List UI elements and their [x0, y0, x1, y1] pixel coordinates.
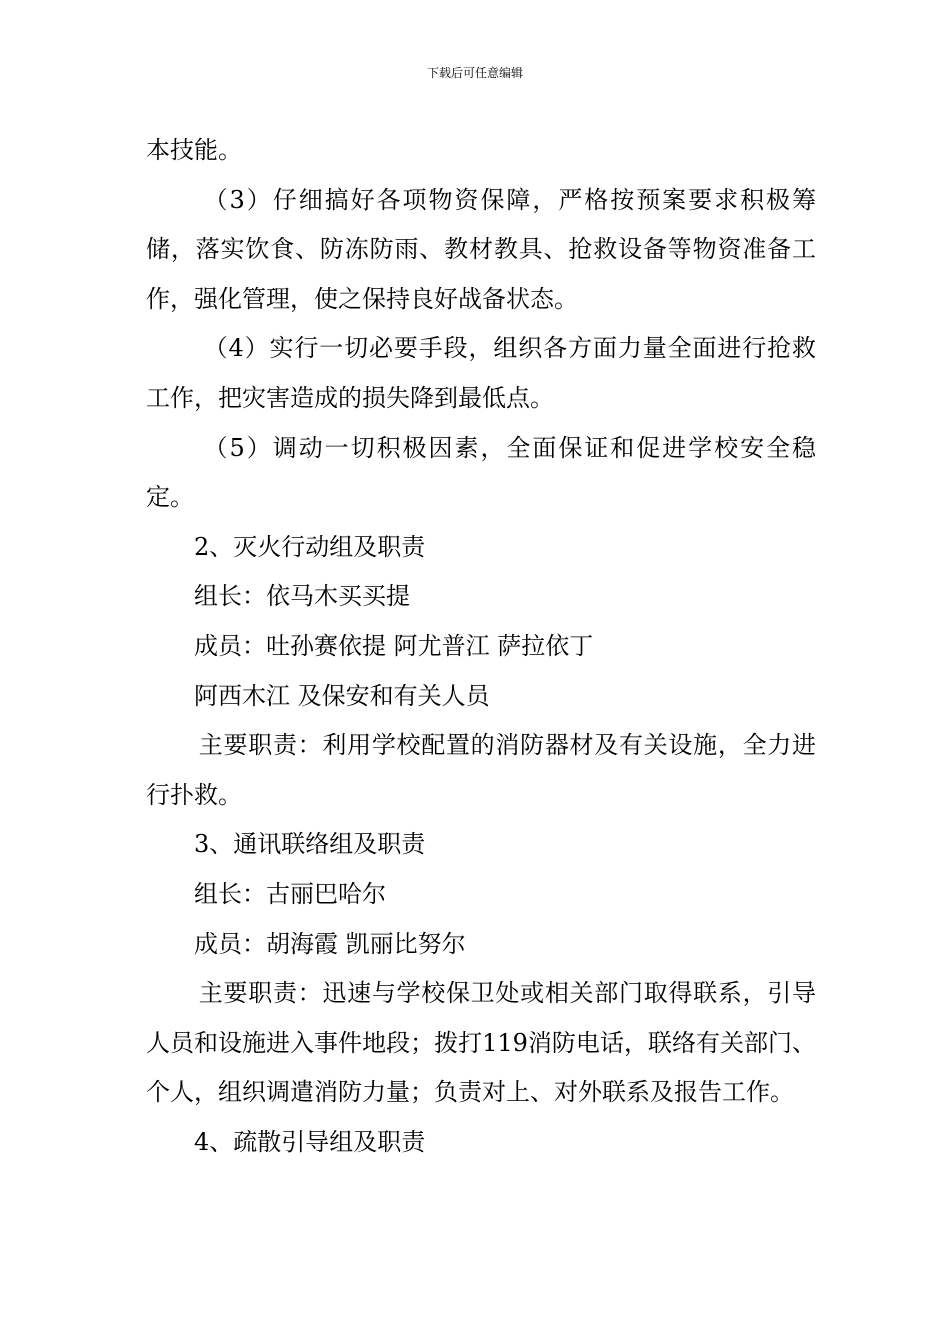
paragraph-item-4: （4）实行一切必要手段，组织各方面力量全面进行抢救工作，把灾害造成的损失降到最低点。: [146, 334, 816, 412]
paragraph-item-5: （5）调动一切积极因素，全面保证和促进学校安全稳定。: [146, 433, 816, 512]
paragraph-continuation: 本技能。: [146, 136, 242, 164]
section-heading-evacuation-team: 4、疏散引导组及职责: [194, 1127, 426, 1156]
comm-team-duties: 主要职责：迅速与学校保卫处或相关部门取得联系，引导人员和设施进入事件地段；拨打119消防电话，联络有关部门、个人，组织调遣消防力量；负责对上、对外联系及报告工作。: [146, 979, 816, 1107]
fire-team-leader: 组长：依马木买买提: [194, 582, 410, 611]
section-heading-fire-team: 2、灭火行动组及职责: [194, 532, 426, 561]
comm-team-members: 成员：胡海霞 凯丽比努尔: [194, 929, 466, 958]
section-heading-comm-team: 3、通讯联络组及职责: [194, 830, 426, 859]
comm-team-leader: 组长：古丽巴哈尔: [194, 879, 386, 908]
page-header: 下载后可任意编辑: [426, 66, 523, 80]
document-body: [146, 126, 816, 1167]
fire-team-members: 成员：吐孙赛依提 阿尤普江 萨拉依丁: [194, 631, 594, 660]
paragraph-item-3: （3）仔细搞好各项物资保障，严格按预案要求积极筹储，落实饮食、防冻防雨、教材教具、抢救设备等物资准备工作，强化管理，使之保持良好战备状态。: [146, 185, 816, 313]
fire-team-members-cont: 阿西木江 及保安和有关人员: [194, 681, 490, 710]
fire-team-duties: 主要职责：利用学校配置的消防器材及有关设施，全力进行扑救。: [146, 731, 816, 809]
